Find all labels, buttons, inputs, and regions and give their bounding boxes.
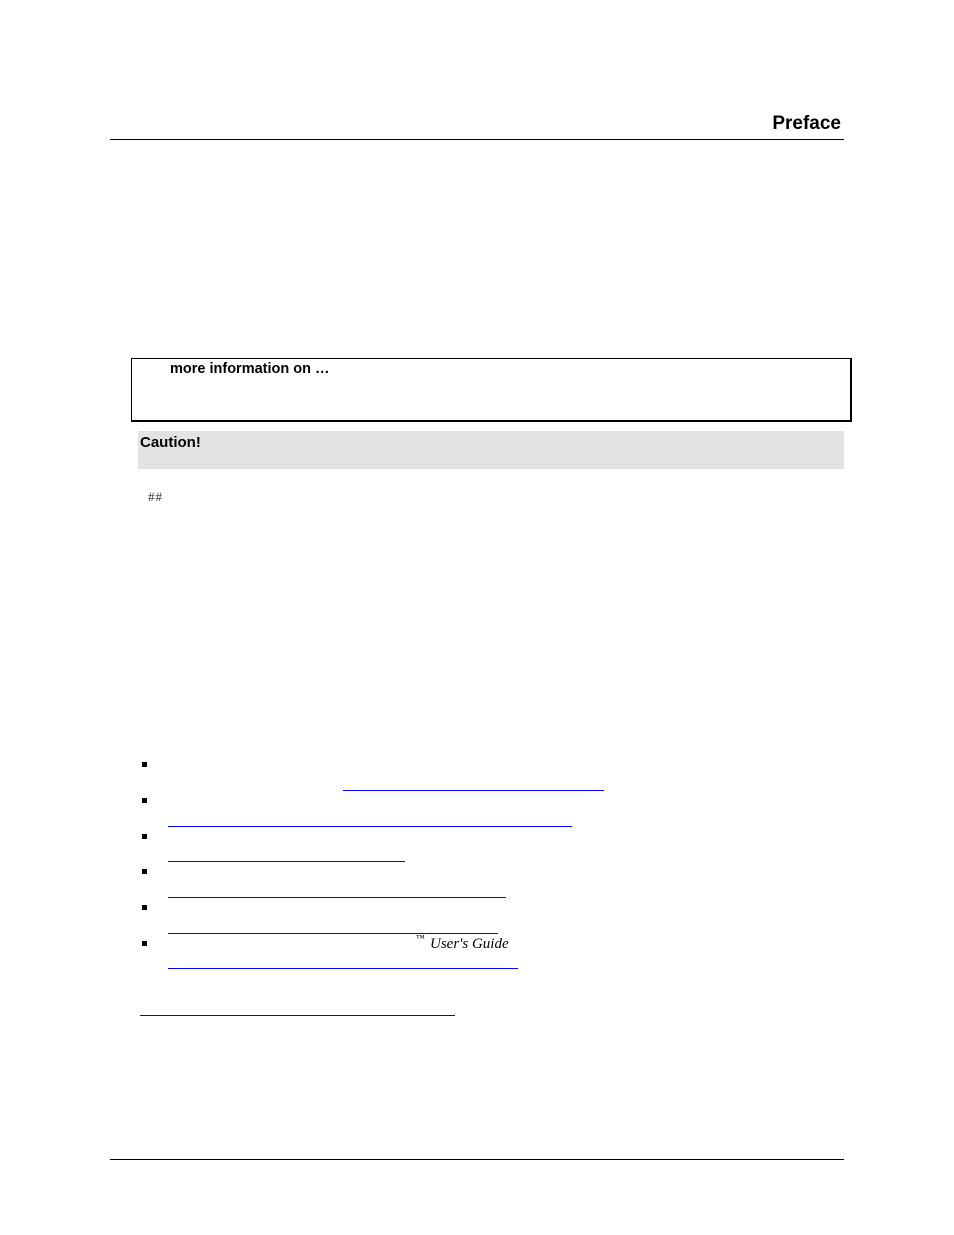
- page-header-title: Preface: [772, 113, 841, 134]
- hyperlink-underline[interactable]: [343, 790, 604, 791]
- bullet-marker: [142, 834, 147, 839]
- footer-rule: [110, 1159, 844, 1160]
- hash-marks: ##: [148, 489, 163, 504]
- header-rule: [110, 139, 844, 140]
- caution-box: [138, 431, 844, 469]
- bullet-marker: [142, 869, 147, 874]
- bullet-marker: [142, 905, 147, 910]
- bullet-marker: [142, 798, 147, 803]
- info-box: [131, 358, 852, 422]
- hyperlink-underline[interactable]: [168, 897, 506, 898]
- trademark-symbol: ™: [416, 933, 425, 943]
- hyperlink-underline[interactable]: [168, 861, 405, 862]
- bullet-marker: [142, 941, 147, 946]
- hyperlink-underline[interactable]: [140, 1015, 455, 1016]
- hyperlink-underline[interactable]: [168, 933, 498, 934]
- users-guide-title: User's Guide: [430, 936, 509, 952]
- caution-label: Caution!: [140, 434, 201, 451]
- hyperlink-underline[interactable]: [168, 826, 572, 827]
- info-box-label: more information on …: [170, 361, 330, 377]
- hyperlink-underline[interactable]: [168, 968, 518, 969]
- bullet-marker: [142, 762, 147, 767]
